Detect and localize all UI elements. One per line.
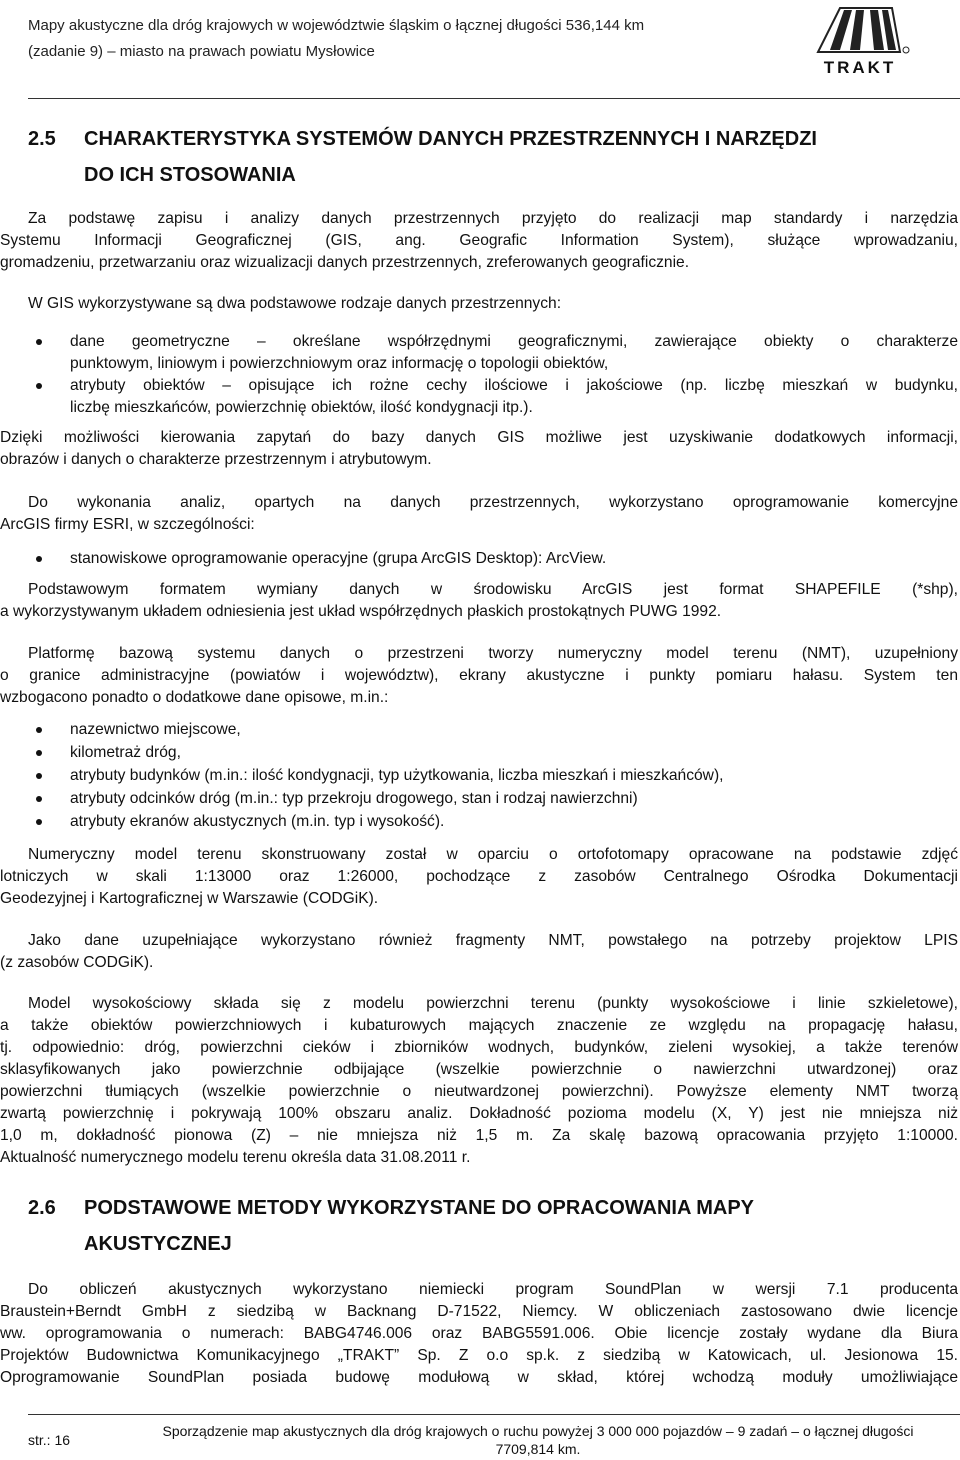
bullet-icon [36,796,42,802]
list-item-line: nazewnictwo miejscowe, [70,721,241,738]
list-item [0,548,958,570]
bullet-icon [36,819,42,825]
paragraph-line: sklasyfikowanych jako powierzchnie odbijające (wszelkie powierzchnie o nawierzchni utwardzonej) oraz [0,1061,958,1078]
paragraph-line: Do wykonania analiz, opartych na danych przestrzennych, wykorzystano oprogramowanie komercyjne [28,494,958,511]
paragraph-line: zwartą powierzchnię i pokrywają 100% obszaru analiz. Dokładność pozioma modelu (X, Y) jest nie mniejsza niż [0,1105,958,1122]
list-item-line: liczbę mieszkańców, powierzchnię obiektów, ilość kondygnacji itp.). [70,399,533,416]
paragraph-line: Model wysokościowy składa się z modelu powierzchni terenu (punkty wysokościowe i linie szkieletowe), [28,995,958,1012]
paragraph-line: a wykorzystywanym układem odniesienia jest układ współrzędnych płaskich prostokątnych PUWG 1992. [0,603,722,620]
list-item-line: atrybuty obiektów – opisujące ich rożne cechy ilościowe i jakościowe (np. liczbę mieszkań w budynku, [70,377,958,394]
paragraph-line: W GIS wykorzystywane są dwa podstawowe rodzaje danych przestrzennych: [28,295,562,312]
paragraph-line: Oprogramowanie SoundPlan posiada budowę modułową w skład, której wchodzą moduły umożliwiające [0,1369,958,1386]
paragraph-line: obrazów i danych o charakterze przestrzennym i atrybutowym. [0,451,432,468]
paragraph-line: Numeryczny model terenu skonstruowany został w oparciu o ortofotomapy opracowane na podstawie zdjęć [28,846,958,863]
paragraph [0,208,958,274]
paragraph-line: o granice administracyjne (powiatów i województw), ekrany akustyczne i punkty pomiaru hałasu. System ten [0,667,958,684]
paragraph [0,643,958,709]
paragraph-line: Projektów Budownictwa Komunikacyjnego „TRAKT” Sp. Z o.o sp.k. z siedzibą w Katowicach, ul. Jesionowa 15. [0,1347,958,1364]
paragraph-line: wzbogacono ponadto o dodatkowe dane opisowe, m.in.: [0,689,389,706]
logo-text: TRAKT [823,58,897,77]
paragraph [0,492,958,536]
footer-divider [28,1414,960,1415]
paragraph-line: ww. oprogramowania o numerach: BABG4746.006 oraz BABG5591.006. Obie licencje zostały wydane dla Biura [0,1325,958,1342]
paragraph-line: Jako dane uzupełniające wykorzystano również fragmenty NMT, powstałego na potrzeby projektow LPIS [28,932,958,949]
paragraph-line: Dzięki możliwości kierowania zapytań do bazy danych GIS możliwe jest uzyskiwanie dodatkowych informacji, [0,429,958,446]
list-item [0,331,958,375]
paragraph [0,293,958,315]
trakt-logo [800,6,920,76]
paragraph [0,427,958,471]
list-item [0,719,958,742]
paragraph [0,579,958,623]
paragraph-line: 1,0 m, dokładność pionowa (Z) – nie mniejsza niż 1,5 m. Za skalę bazową opracowania przyjęto 1:10000. [0,1127,958,1144]
paragraph-line: Aktualność numerycznego modelu terenu określa data 31.08.2011 r. [0,1149,471,1166]
list-item-line: dane geometryczne – określane współrzędnymi geograficznymi, zawierające obiekty o charakterze [70,333,958,350]
paragraph-line: Systemu Informacji Geograficznej (GIS, ang. Geografic Information System), służące wprowadzaniu, [0,232,958,249]
paragraph-line: ArcGIS firmy ESRI, w szczególności: [0,516,255,533]
header-divider [28,98,960,99]
paragraph-line: tj. odpowiednio: dróg, powierzchni cieków i zbiorników wodnych, budynków, zieleni wysokiej, a także terenów [0,1039,958,1056]
bullet-list [0,331,958,419]
list-item-line: atrybuty odcinków dróg (m.in.: typ przekroju drogowego, stan i rodzaj nawierzchni) [70,790,638,807]
paragraph-line: gromadzeniu, przetwarzaniu oraz wizualizacji danych przestrzennych, zreferowanych geograficznie. [0,254,690,271]
list-item [0,765,958,788]
header-title-line2: (zadanie 9) – miasto na prawach powiatu Mysłowice [28,43,375,60]
trakt-road-logo-icon [800,6,920,58]
paragraph-line: Braustein+Berndt GmbH z siedzibą w Backnang D-71522, Niemcy. W obliczeniach zastosowano dwie licencje [0,1303,958,1320]
header-title-line1: Mapy akustyczne dla dróg krajowych w województwie śląskim o łącznej długości 536,144 km [28,17,645,34]
bullet-icon [36,773,42,779]
paragraph [0,844,958,910]
paragraph-line: Do obliczeń akustycznych wykorzystano niemiecki program SoundPlan w wersji 7.1 producenta [28,1281,958,1298]
list-item [0,788,958,811]
paragraph-line: powierzchni tłumiących (wszelkie powierzchnie o nieutwardzonej powierzchni). Powyższe elementy NMT tworzą [0,1083,958,1100]
list-item [0,742,958,765]
bullet-icon [36,750,42,756]
footer-text [118,1422,958,1458]
list-item [0,811,958,834]
page-number: str.: 16 [28,1432,71,1448]
list-item-line: stanowiskowe oprogramowanie operacyjne (grupa ArcGIS Desktop): ArcView. [70,550,607,567]
bullet-icon [36,383,42,389]
section-title-line2: DO ICH STOSOWANIA [84,164,296,186]
paragraph [0,1279,958,1389]
list-item-line: kilometraż dróg, [70,744,181,761]
section-number: 2.6 [28,1197,56,1219]
paragraph-line: Za podstawę zapisu i analizy danych przestrzennych przyjęto do realizacji map standardy i narzędzia [28,210,958,227]
paragraph-line: Podstawowym formatem wymiany danych w środowisku ArcGIS jest format SHAPEFILE (*shp), [28,581,958,598]
bullet-icon [36,727,42,733]
paragraph-line: lotniczych w skali 1:13000 oraz 1:26000, pochodzące z zasobów Centralnego Ośrodka Dokumentacji [0,868,958,885]
footer-text-line1: Sporządzenie map akustycznych dla dróg krajowych o ruchu powyżej 3 000 000 pojazdów – 9 zadań – o łącznej długości [162,1423,914,1439]
paragraph-line: Geodezyjnej i Kartograficznej w Warszawie (CODGiK). [0,890,379,907]
list-item-line: atrybuty budynków (m.in.: ilość kondygnacji, typ użytkowania, liczba mieszkań i mieszkańców), [70,767,724,784]
section-title-line2: AKUSTYCZNEJ [84,1233,232,1255]
paragraph-line: Platformę bazową systemu danych o przestrzeni tworzy numeryczny model terenu (NMT), uzupełniony [28,645,958,662]
list-item-line: atrybuty ekranów akustycznych (m.in. typ i wysokość). [70,813,445,830]
list-item [0,375,958,419]
bullet-icon [36,556,42,562]
bullet-icon [36,339,42,345]
bullet-list [0,719,958,834]
paragraph-line: a także obiektów powierzchniowych i kubaturowych mających znaczenie ze względu na propagację hałasu, [0,1017,958,1034]
paragraph [0,993,958,1169]
list-item-line: punktowym, liniowym i powierzchniowym oraz informację o topologii obiektów, [70,355,609,372]
paragraph-line: (z zasobów CODGiK). [0,954,154,971]
section-title-line1: PODSTAWOWE METODY WYKORZYSTANE DO OPRACOWANIA MAPY [84,1197,755,1219]
paragraph [0,930,958,974]
bullet-list [0,548,958,570]
section-title-line1: CHARAKTERYSTYKA SYSTEMÓW DANYCH PRZESTRZENNYCH I NARZĘDZI [84,128,817,150]
section-number: 2.5 [28,128,56,150]
footer-text-line2: 7709,814 km. [495,1441,581,1457]
